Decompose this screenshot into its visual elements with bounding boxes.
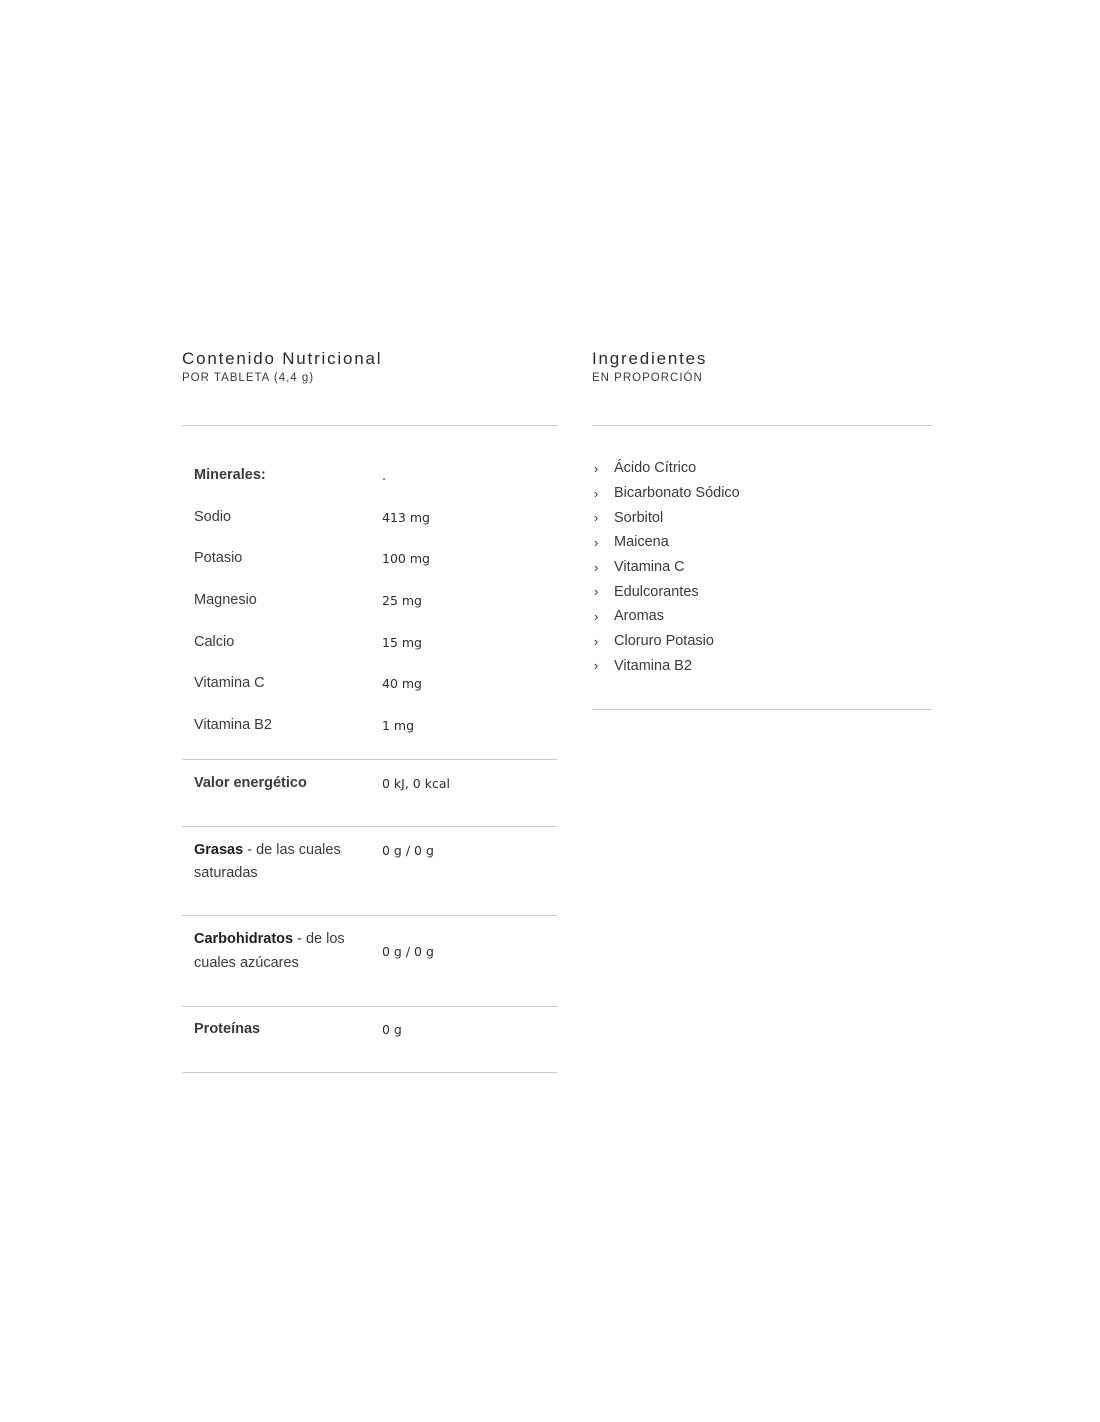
mineral-name: Sodio [194,508,232,525]
chevron-right-icon: › [594,608,599,624]
mineral-row [182,631,557,673]
carbs-row [182,927,557,975]
mineral-row [182,547,557,589]
mineral-name: Potasio [194,550,243,567]
fats-row [182,839,557,885]
mineral-row [182,589,557,631]
energy-value: 0 kJ, 0 kcal [382,776,450,792]
chevron-right-icon: › [594,534,599,550]
minerals-group [182,426,557,759]
ingredients-section [592,348,932,674]
ingredients-subtitle: EN PROPORCIÓN [592,372,703,384]
nutrition-table [182,426,557,1073]
chevron-right-icon: › [594,633,599,649]
ingredient-label: Maicena [614,534,669,551]
fats-group [182,827,557,915]
ingredient-label: Cloruro Potasio [614,633,714,650]
proteins-row [182,1018,557,1041]
minerals-header-row [182,464,557,506]
carbs-group [182,916,557,1006]
energy-label: Valor energético [194,775,307,792]
table-bottom-divider [182,1072,557,1073]
energy-row [182,772,557,795]
minerals-label: Minerales: [194,467,266,483]
fats-label-rest: - de las cuales saturadas [194,842,341,882]
fats-label-bold: Grasas [194,842,244,859]
mineral-value: 413 mg [382,509,430,525]
ingredient-label: Aromas [614,608,664,625]
ingredient-label: Sorbitol [614,509,664,526]
ingredient-item [592,629,740,654]
ingredient-item [592,654,740,679]
ingredient-item [592,579,740,604]
mineral-value: 40 mg [382,676,422,692]
ingredients-title: Ingredientes [592,349,708,368]
chevron-right-icon: › [594,584,599,600]
mineral-name: Vitamina B2 [194,717,272,734]
ingredients-list [592,456,740,678]
ingredient-item [592,456,740,481]
ingredient-label: Vitamina C [614,559,685,576]
nutrition-subtitle: POR TABLETA (4,4 g) [182,372,315,384]
chevron-right-icon: › [594,485,599,501]
proteins-value: 0 g [382,1022,402,1038]
energy-group [182,760,557,826]
mineral-row [182,506,557,548]
carbs-label-rest: - de los cuales azúcares [194,931,345,972]
carbs-label [182,927,382,975]
mineral-name: Calcio [194,633,235,650]
ingredients-header-divider [592,425,932,426]
fats-label [182,839,382,885]
carbs-label-bold: Carbohidratos [194,931,294,948]
mineral-row [182,672,557,714]
minerals-header-value: . [382,468,386,483]
mineral-name: Magnesio [194,592,257,609]
chevron-right-icon: › [594,559,599,575]
mineral-value: 15 mg [382,634,422,650]
ingredient-item [592,555,740,580]
ingredients-bottom-divider [592,709,932,710]
mineral-value: 1 mg [382,718,415,734]
ingredient-item [592,530,740,555]
ingredient-item [592,604,740,629]
proteins-group [182,1007,557,1072]
mineral-value: 25 mg [382,593,422,609]
mineral-row [182,714,557,737]
ingredient-item [592,505,740,530]
mineral-value: 100 mg [382,551,430,567]
ingredient-label: Vitamina B2 [614,657,692,674]
chevron-right-icon: › [594,658,599,674]
carbs-value: 0 g / 0 g [382,943,434,959]
nutrition-section [182,348,557,1038]
mineral-name: Vitamina C [194,675,265,692]
chevron-right-icon: › [594,460,599,476]
ingredient-item [592,481,740,506]
nutrition-title: Contenido Nutricional [182,349,383,368]
chevron-right-icon: › [594,510,599,526]
fats-value: 0 g / 0 g [382,843,434,859]
ingredient-label: Ácido Cítrico [614,460,697,477]
ingredient-label: Bicarbonato Sódico [614,485,740,502]
ingredient-label: Edulcorantes [614,583,699,600]
proteins-label: Proteínas [194,1021,261,1038]
